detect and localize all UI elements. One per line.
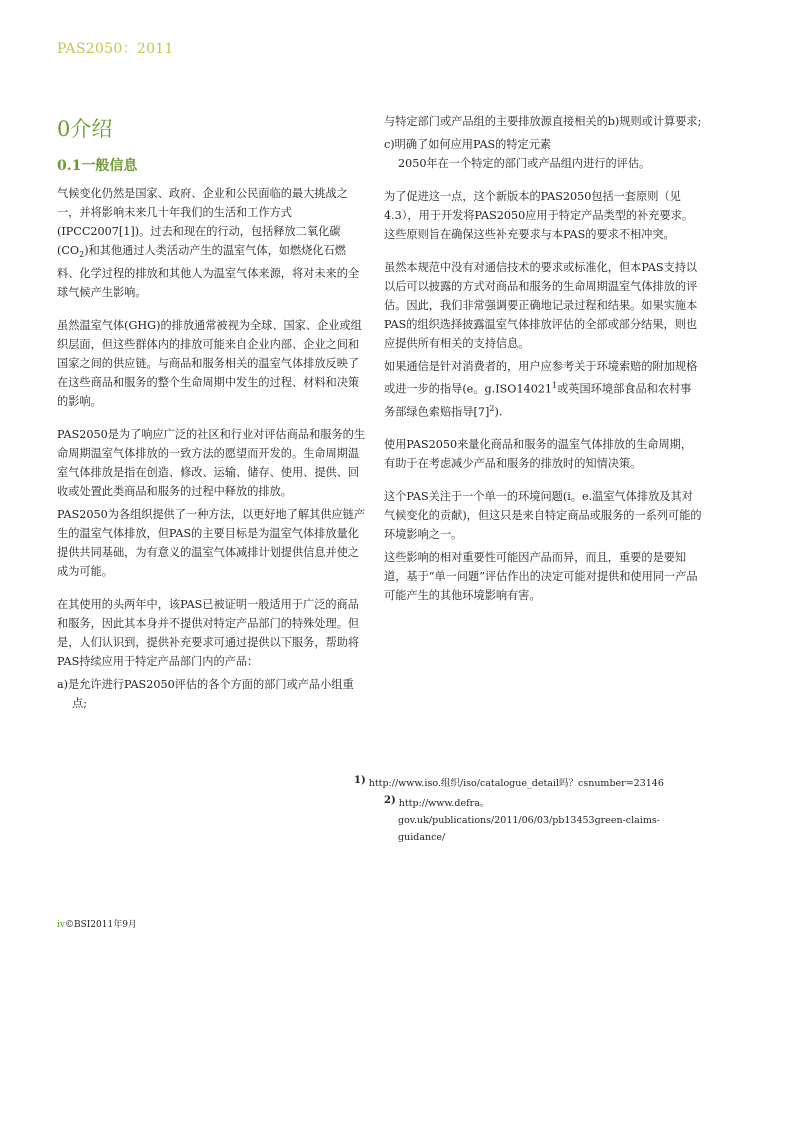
list-item-b: 与特定部门或产品组的主要排放源直接相关的b)规则或计算要求; [384, 115, 702, 128]
running-header: PAS2050：2011 [57, 41, 174, 57]
paragraph-ghg: 虽然温室气体(GHG)的排放通常被视为全球、国家、企业或组织层面，但这些群体内的排放可能来自企业内部、企业之间和国家之间的供应链。与商品和服务相关的温室气体排放反映了在这些商品和服务的整个生命周期中发生的过程、材料和决策的影响。 [57, 319, 362, 409]
right-column [384, 112, 702, 605]
page-number: iv [57, 920, 65, 930]
list-item-c: c)明确了如何应用PAS的特定元素 [384, 138, 552, 151]
page-footer [57, 917, 137, 930]
footnote-link[interactable]: http://www.defra。 [398, 798, 490, 809]
paragraph-text: )和其他通过人类活动产生的温室气体，如燃烧化石燃料、化学过程的排放和其他人为温室气体来源，将对未来的全球气候产生影响。 [57, 244, 360, 300]
paragraph-principles: 为了促进这一点，这个新版本的PAS2050包括一套原则（见4.3），用于开发将PAS2050应用于特定产品类型的补充要求。这些原则旨在确保这些补充要求与本PAS的要求不相冲突。 [384, 190, 694, 241]
footnote-ref: 2 [489, 403, 495, 413]
paragraph-text: 如果通信是针对消费者的，用户应参考关于环境索赔的附加规格或进一步的指导(e。g.ISO14021 [384, 360, 698, 396]
footnote-link[interactable]: http://www.iso.组织/iso/catalogue_detail吗？csnumber=23146 [368, 778, 664, 789]
footnotes [354, 772, 714, 846]
footnote-marker: 1) [354, 775, 366, 786]
paragraph-pas-purpose: PAS2050是为了响应广泛的社区和行业对评估商品和服务的生命周期温室气体排放的一致方法的愿望而开发的。生命周期温室气体排放是指在创造、修改、运输、储存、使用、提供、回收或处置此类商品和服务的过程中释放的排放。 [57, 428, 366, 499]
paragraph-text: ). [494, 405, 503, 419]
subsection-title: 0.1一般信息 [57, 158, 138, 174]
section-title: 0介绍 [57, 117, 113, 141]
list-item-a: a)是允许进行PAS2050评估的各个方面的部门或产品小组重点; [57, 678, 354, 711]
paragraph-first-years: 在其使用的头两年中，该PAS已被证明一般适用于广泛的商品和服务，因此其本身并不提供对特定产品部门的特殊处理。但是，人们认识到，提供补充要求可通过提供以下服务，帮助将PAS持续应用于特定产品部门内的产品： [57, 598, 360, 669]
footnote-link-continuation[interactable]: gov.uk/publications/2011/06/03/pb13453green-claims- [398, 815, 660, 826]
paragraph-quantify: 使用PAS2050来量化商品和服务的温室气体排放的生命周期，有助于在考虑减少产品和服务的排放时的知情决策。 [384, 438, 693, 471]
footnote-ref: 1 [552, 381, 558, 390]
paragraph-consumer [384, 357, 702, 421]
footnote-2 [354, 792, 714, 846]
footnote-link-continuation[interactable]: guidance/ [398, 832, 446, 843]
paragraph-communication: 虽然本规范中没有对通信技术的要求或标准化，但本PAS支持以以后可以披露的方式对商品和服务的生命周期温室气体排放的评估。因此，我们非常强调要正确地记录过程和结果。如果实施本PAS的组织选择披露温室气体排放评估的全部或部分结果，则也应提供所有相关的支持信息。 [384, 261, 698, 350]
footnote-marker: 2) [384, 795, 396, 806]
left-column [57, 112, 367, 713]
footnote-1 [354, 772, 714, 792]
paragraph-text: 气候变化仍然是国家、政府、企业和公民面临的最大挑战之一，并将影响未来几十年我们的生活和工作方式(IPCC2007[1])。过去和现在的行动，包括释放二氧化碳(CO [57, 187, 348, 257]
paragraph-climate [57, 184, 367, 302]
paragraph-pas-method: PAS2050为各组织提供了一种方法，以更好地了解其供应链产生的温室气体排放，但PAS的主要目标是为温室气体排放量化提供共同基础，为有意义的温室气体减排计划提供信息并使之成为可能。 [57, 508, 366, 579]
subscript: 2 [79, 250, 85, 260]
paragraph-single-issue: 这个PAS关注于一个单一的环境问题(i。e.温室气体排放及其对气候变化的贡献)，但这只是来自特定商品或服务的一系列可能的环境影响之一。 [384, 490, 702, 542]
list-item-c-continuation: 2050年在一个特定的部门或产品组内进行的评估。 [398, 157, 651, 170]
paragraph-text: 或英国环境部食品和农村事务部绿色索赔指导[7] [384, 382, 692, 419]
paragraph-relative-importance: 这些影响的相对重要性可能因产品而异，而且，重要的是要知道，基于“单一问题”评估作出的决定可能对提供和使用同一产品可能产生的其他环境影响有害。 [384, 551, 698, 603]
copyright: ©BSI2011年9月 [64, 920, 137, 930]
